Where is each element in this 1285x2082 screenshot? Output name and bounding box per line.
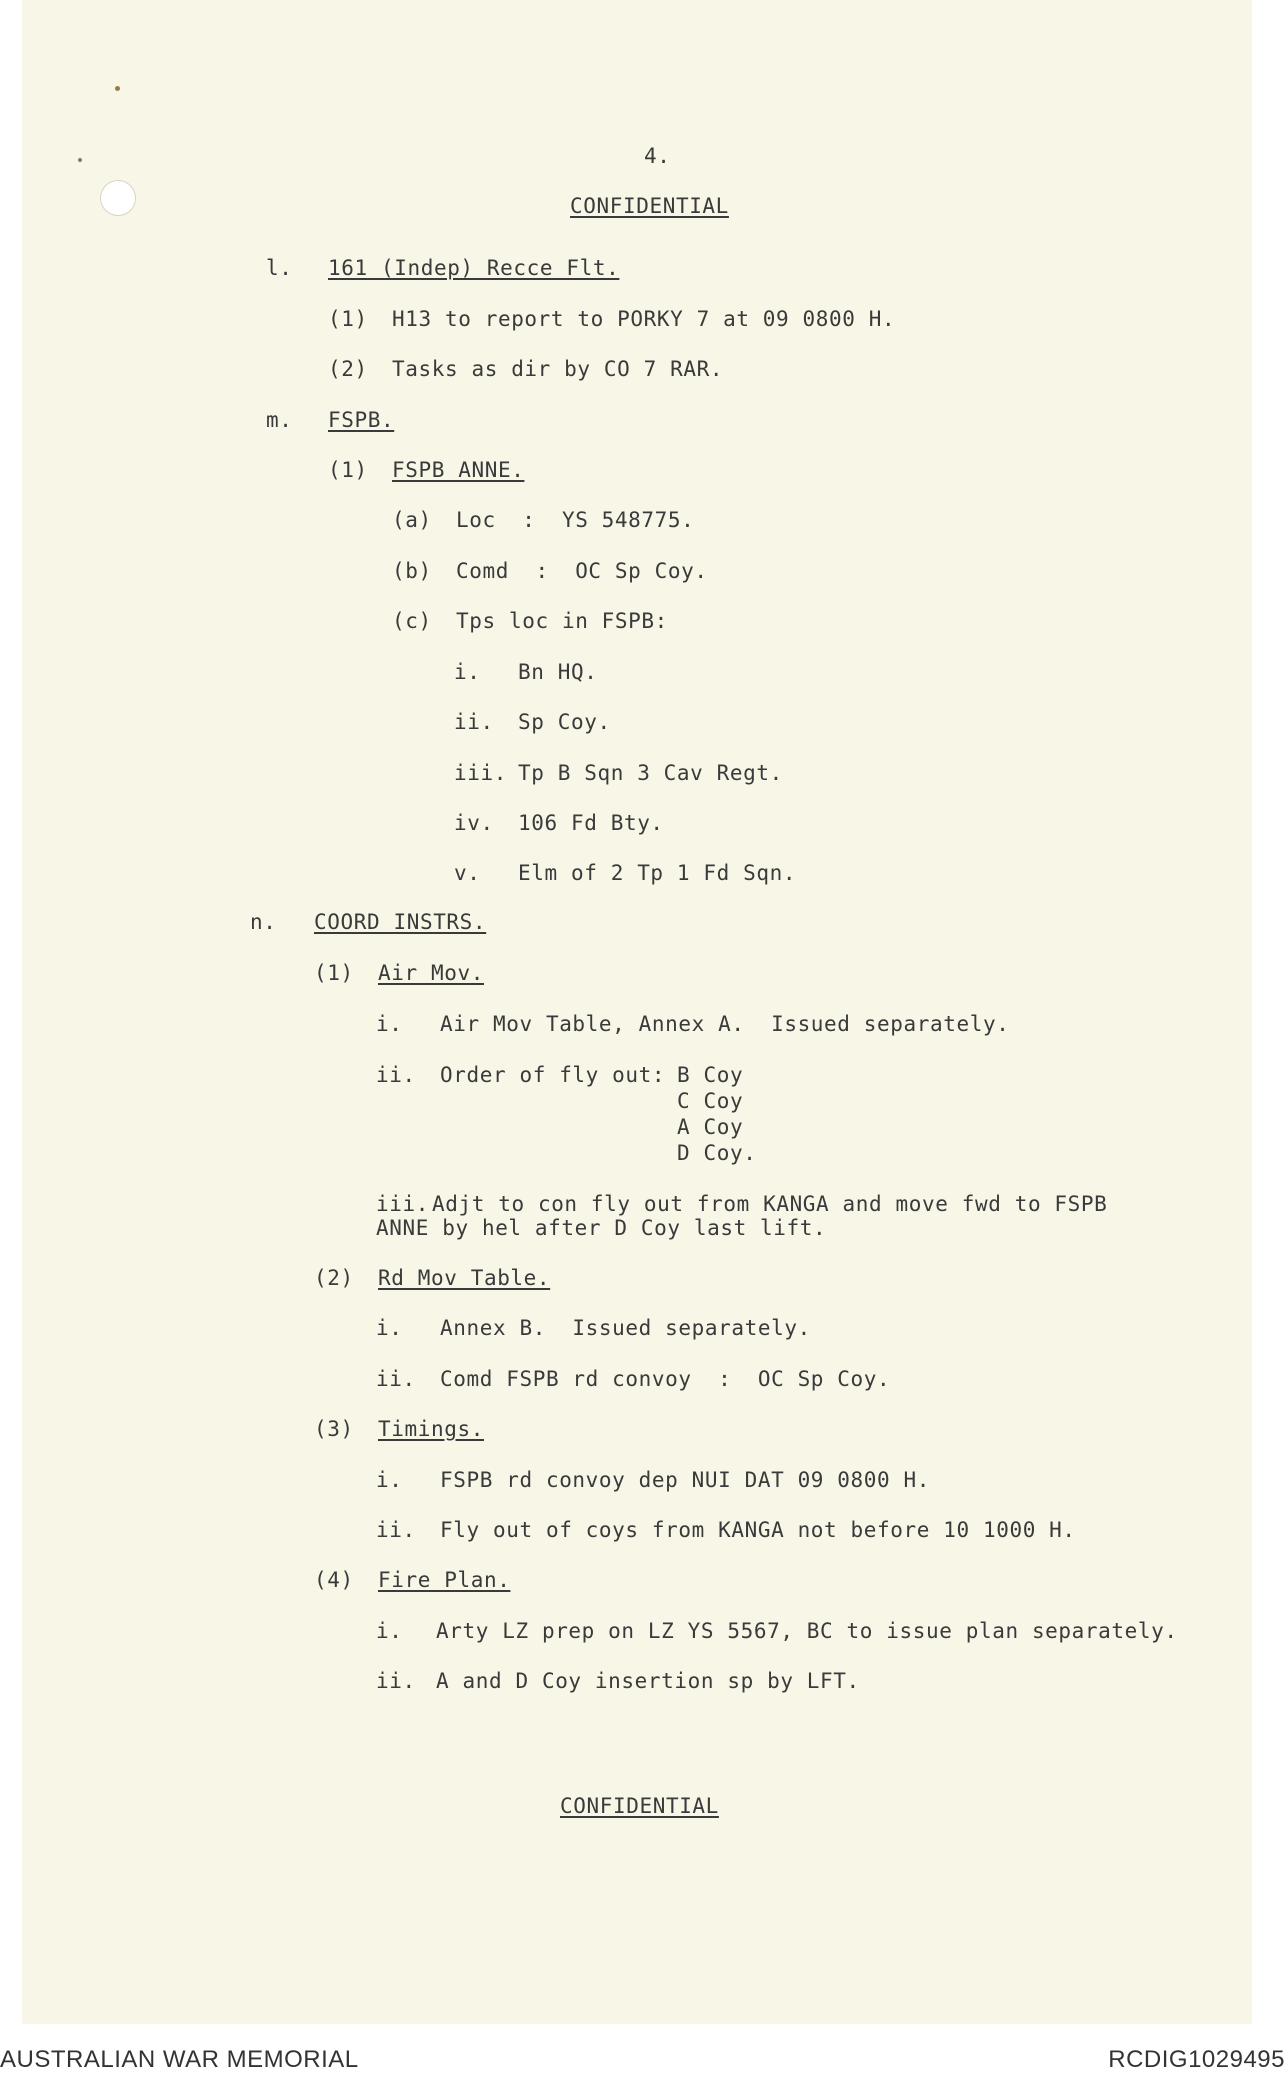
rd-mov-num: (2): [314, 1266, 354, 1290]
section-l-marker: l.: [266, 256, 293, 280]
timings-num: (3): [314, 1417, 354, 1441]
timings-i-text: FSPB rd convoy dep NUI DAT 09 0800 H.: [440, 1468, 930, 1492]
section-l-item-num: (1): [328, 307, 368, 331]
section-n-title: COORD INSTRS.: [314, 910, 487, 934]
paper-speck: [115, 86, 120, 91]
tps-item-num: i.: [454, 660, 481, 684]
air-mov-i-text: Air Mov Table, Annex A. Issued separately.: [440, 1012, 1010, 1036]
rd-mov-i-text: Annex B. Issued separately.: [440, 1316, 811, 1340]
section-l-item-num: (2): [328, 357, 368, 381]
fire-plan-title: Fire Plan.: [378, 1568, 511, 1592]
fly-out-order-item: B Coy: [677, 1063, 744, 1087]
comd-text: Comd : OC Sp Coy.: [456, 559, 708, 583]
classification-footer: CONFIDENTIAL: [560, 1794, 719, 1818]
tps-item-text: Elm of 2 Tp 1 Fd Sqn.: [518, 861, 797, 885]
fly-out-order-item: C Coy: [677, 1089, 744, 1113]
section-m-marker: m.: [266, 408, 293, 432]
timings-i-num: i.: [376, 1468, 403, 1492]
fire-plan-ii-text: A and D Coy insertion sp by LFT.: [436, 1669, 860, 1693]
tps-item-text: 106 Fd Bty.: [518, 811, 664, 835]
tps-item-num: v.: [454, 861, 481, 885]
tps-item-text: Bn HQ.: [518, 660, 598, 684]
timings-ii-text: Fly out of coys from KANGA not before 10 1000 H.: [440, 1518, 1076, 1542]
air-mov-iii-line1: Adjt to con fly out from KANGA and move fwd to FSPB: [432, 1192, 1108, 1216]
fspb-anne-title: FSPB ANNE.: [392, 458, 525, 482]
air-mov-ii-text: Order of fly out:: [440, 1063, 666, 1087]
rd-mov-ii-num: ii.: [376, 1367, 416, 1391]
fire-plan-num: (4): [314, 1568, 354, 1592]
tps-item-num: iv.: [454, 811, 494, 835]
loc-text: Loc : YS 548775.: [456, 508, 695, 532]
loc-num: (a): [392, 508, 432, 532]
section-l-title: 161 (Indep) Recce Flt.: [328, 256, 620, 280]
air-mov-num: (1): [314, 961, 354, 985]
tps-loc-num: (c): [392, 609, 432, 633]
tps-item-num: ii.: [454, 710, 494, 734]
timings-ii-num: ii.: [376, 1518, 416, 1542]
section-l-item-text: H13 to report to PORKY 7 at 09 0800 H.: [392, 307, 896, 331]
classification-header: CONFIDENTIAL: [570, 194, 729, 218]
fire-plan-i-num: i.: [376, 1619, 403, 1643]
fire-plan-i-text: Arty LZ prep on LZ YS 5567, BC to issue plan separately.: [436, 1619, 1178, 1643]
timings-title: Timings.: [378, 1417, 484, 1441]
air-mov-i-num: i.: [376, 1012, 403, 1036]
tps-item-text: Sp Coy.: [518, 710, 611, 734]
rd-mov-i-num: i.: [376, 1316, 403, 1340]
rd-mov-ii-text: Comd FSPB rd convoy : OC Sp Coy.: [440, 1367, 891, 1391]
section-l-item-text: Tasks as dir by CO 7 RAR.: [392, 357, 724, 381]
fspb-anne-num: (1): [328, 458, 368, 482]
page-number: 4.: [644, 144, 671, 168]
rd-mov-title: Rd Mov Table.: [378, 1266, 551, 1290]
fly-out-order-item: A Coy: [677, 1115, 744, 1139]
tps-item-text: Tp B Sqn 3 Cav Regt.: [518, 761, 783, 785]
air-mov-title: Air Mov.: [378, 961, 484, 985]
archive-id: RCDIG1029495: [1108, 2046, 1285, 2073]
punch-hole: [100, 180, 136, 216]
air-mov-ii-num: ii.: [376, 1063, 416, 1087]
comd-num: (b): [392, 559, 432, 583]
tps-item-num: iii.: [454, 761, 507, 785]
section-n-marker: n.: [250, 910, 277, 934]
fire-plan-ii-num: ii.: [376, 1669, 416, 1693]
tps-loc-text: Tps loc in FSPB:: [456, 609, 668, 633]
fly-out-order-item: D Coy.: [677, 1141, 757, 1165]
air-mov-iii-line2: ANNE by hel after D Coy last lift.: [376, 1216, 827, 1240]
document-page: [22, 0, 1252, 2024]
section-m-title: FSPB.: [328, 408, 395, 432]
paper-speck: [78, 158, 82, 162]
archive-credit: AUSTRALIAN WAR MEMORIAL: [0, 2046, 359, 2073]
air-mov-iii-num: iii.: [376, 1192, 429, 1216]
